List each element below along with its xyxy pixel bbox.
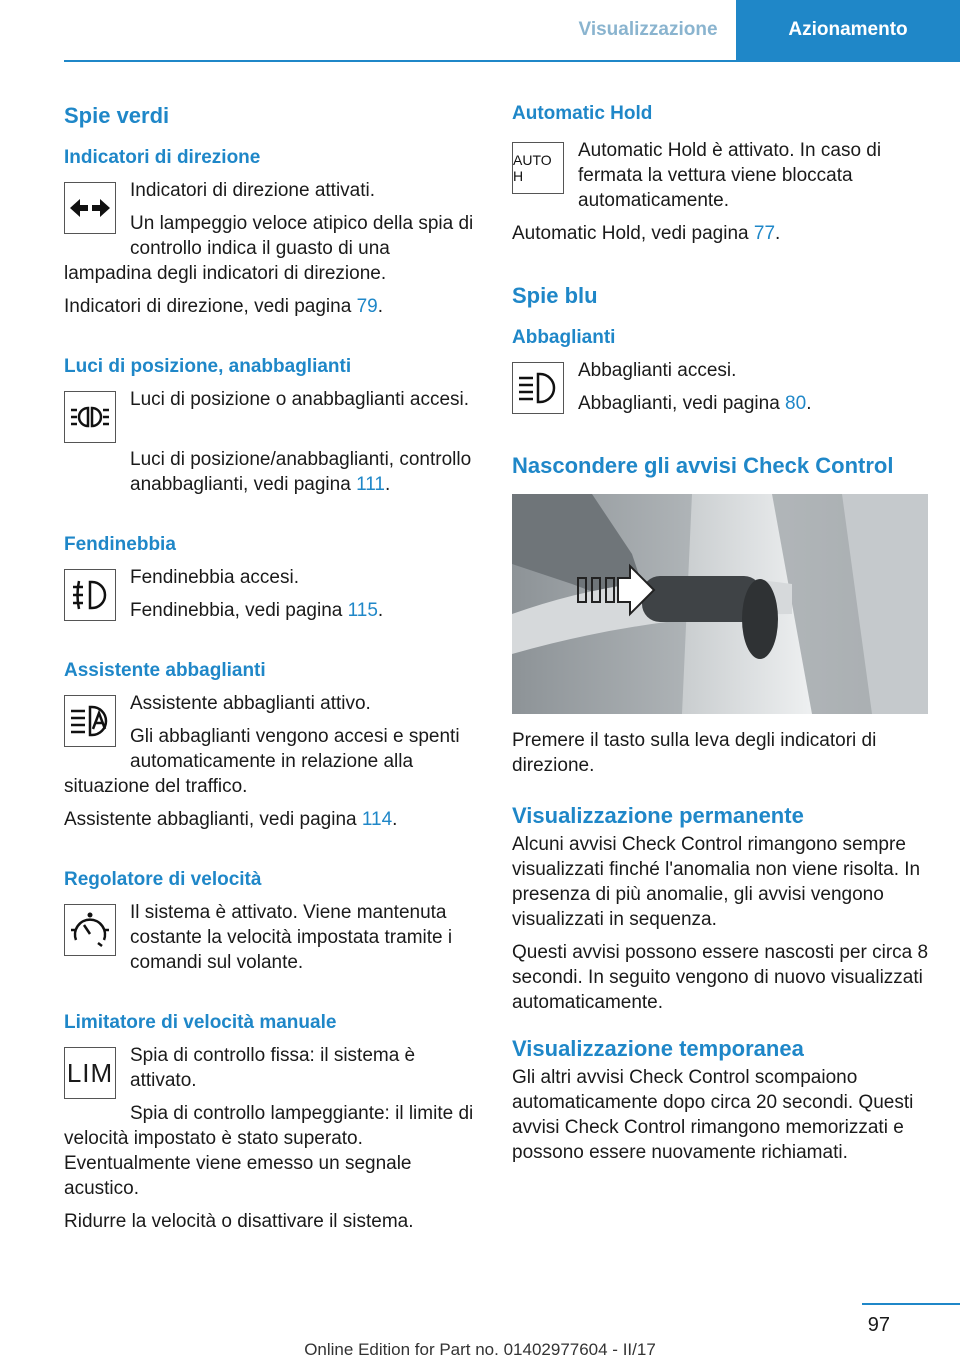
cruise-control-icon xyxy=(64,904,116,956)
indicatori-text-1: Indicatori di direzione attivati. xyxy=(130,180,376,201)
header-tab-azionamento[interactable]: Azionamento xyxy=(736,0,960,60)
regolatore-text-1: Il sistema è attivato. Viene mantenuta costante la velocità impostata tramite i comandi sul volante. xyxy=(130,902,453,973)
heading-indicatori: Indicatori di direzione xyxy=(64,147,261,168)
link-page-77[interactable]: 77 xyxy=(753,223,776,244)
heading-luci: Luci di posizione, anabbaglianti xyxy=(64,356,352,377)
abbaglianti-ref: Abbaglianti, vedi pagina 80. xyxy=(578,393,812,414)
page-number: 97 xyxy=(867,1314,890,1336)
luci-ref: Luci di posizione/anabbaglianti, controllo anabbaglianti, vedi pagina 111. xyxy=(130,449,472,495)
permanente-text-2: Questi avvisi possono essere nascosti per circa 8 secondi. In seguito vengono di nuovo visualizzati automaticamente. xyxy=(512,942,929,1013)
high-beam-assist-icon xyxy=(64,695,116,747)
permanente-text-1: Alcuni avvisi Check Control rimangono sempre visualizzati finché l'anomalia non viene risolta. In presenza di più anomalie, gli avvisi vengono visualizzati in sequenza. xyxy=(512,834,921,930)
link-page-111[interactable]: 111 xyxy=(356,474,385,495)
autohold-ref: Automatic Hold, vedi pagina 77. xyxy=(512,223,781,244)
heading-limitatore: Limitatore di velocità manuale xyxy=(64,1012,337,1033)
link-page-114[interactable]: 114 xyxy=(361,809,393,830)
limitatore-text-2: Spia di controllo lampeggiante: il limite di velocità impostato è stato superato. Eventualmente viene emesso un segnale acustico. xyxy=(64,1103,474,1199)
edition-footer: Online Edition for Part no. 01402977604 - II/17 xyxy=(304,1340,656,1359)
heading-abbaglianti: Abbaglianti xyxy=(512,327,616,348)
abbaglianti-text-1: Abbaglianti accesi. xyxy=(578,360,737,381)
position-lights-icon xyxy=(64,391,116,443)
footer-rule xyxy=(862,1303,960,1305)
indicatori-text-2: Un lampeggio veloce atipico della spia di controllo indica il guasto di una lampadina degli indicatori di direzione. xyxy=(64,213,474,284)
turn-signal-icon xyxy=(64,182,116,234)
left-column xyxy=(64,100,482,1242)
temporanea-text-1: Gli altri avvisi Check Control scompaiono automaticamente dopo circa 20 secondi. Questi avvisi Check Control rimangono memorizzati e possono essere nuovamente richiamati. xyxy=(512,1067,914,1163)
section-title-spie-verdi: Spie verdi xyxy=(64,103,170,128)
high-beam-icon xyxy=(512,362,564,414)
heading-fendinebbia: Fendinebbia xyxy=(64,534,176,555)
link-page-80[interactable]: 80 xyxy=(785,393,807,414)
fendinebbia-ref: Fendinebbia, vedi pagina 115. xyxy=(130,600,384,621)
heading-permanente: Visualizzazione permanente xyxy=(512,803,804,828)
speed-limiter-lim-icon: LIM xyxy=(64,1047,116,1099)
header-tab-visualizzazione[interactable]: Visualizzazione xyxy=(578,19,718,40)
fog-light-icon xyxy=(64,569,116,621)
auto-hold-icon: AUTO H xyxy=(512,142,564,194)
heading-temporanea: Visualizzazione temporanea xyxy=(512,1036,804,1061)
assistente-text-2: Gli abbaglianti vengono accesi e spenti automaticamente in relazione alla situazione del traffico. xyxy=(64,726,460,797)
photo-caption: Premere il tasto sulla leva degli indicatori di direzione. xyxy=(512,730,877,776)
autohold-text-1: Automatic Hold è attivato. In caso di fermata la vettura viene bloccata automaticamente. xyxy=(578,140,882,211)
assistente-ref: Assistente abbaglianti, vedi pagina 114. xyxy=(64,809,398,830)
limitatore-text-1: Spia di controllo fissa: il sistema è attivato. xyxy=(130,1045,416,1091)
assistente-text-1: Assistente abbaglianti attivo. xyxy=(130,693,371,714)
turn-signal-lever-photo xyxy=(512,494,928,714)
section-title-spie-blu: Spie blu xyxy=(512,283,598,308)
heading-autohold: Automatic Hold xyxy=(512,103,653,124)
luci-text-1: Luci di posizione o anabbaglianti accesi. xyxy=(130,389,470,410)
heading-assistente: Assistente abbaglianti xyxy=(64,660,266,681)
limitatore-text-3: Ridurre la velocità o disattivare il sistema. xyxy=(64,1211,414,1232)
indicatori-ref: Indicatori di direzione, vedi pagina 79. xyxy=(64,296,383,317)
heading-regolatore: Regolatore di velocità xyxy=(64,869,262,890)
right-column xyxy=(512,100,930,1173)
link-page-79[interactable]: 79 xyxy=(356,296,378,317)
fendinebbia-text-1: Fendinebbia accesi. xyxy=(130,567,299,588)
section-title-nascondere: Nascondere gli avvisi Check Control xyxy=(512,453,894,478)
header-rule xyxy=(64,60,960,62)
link-page-115[interactable]: 115 xyxy=(347,600,378,621)
